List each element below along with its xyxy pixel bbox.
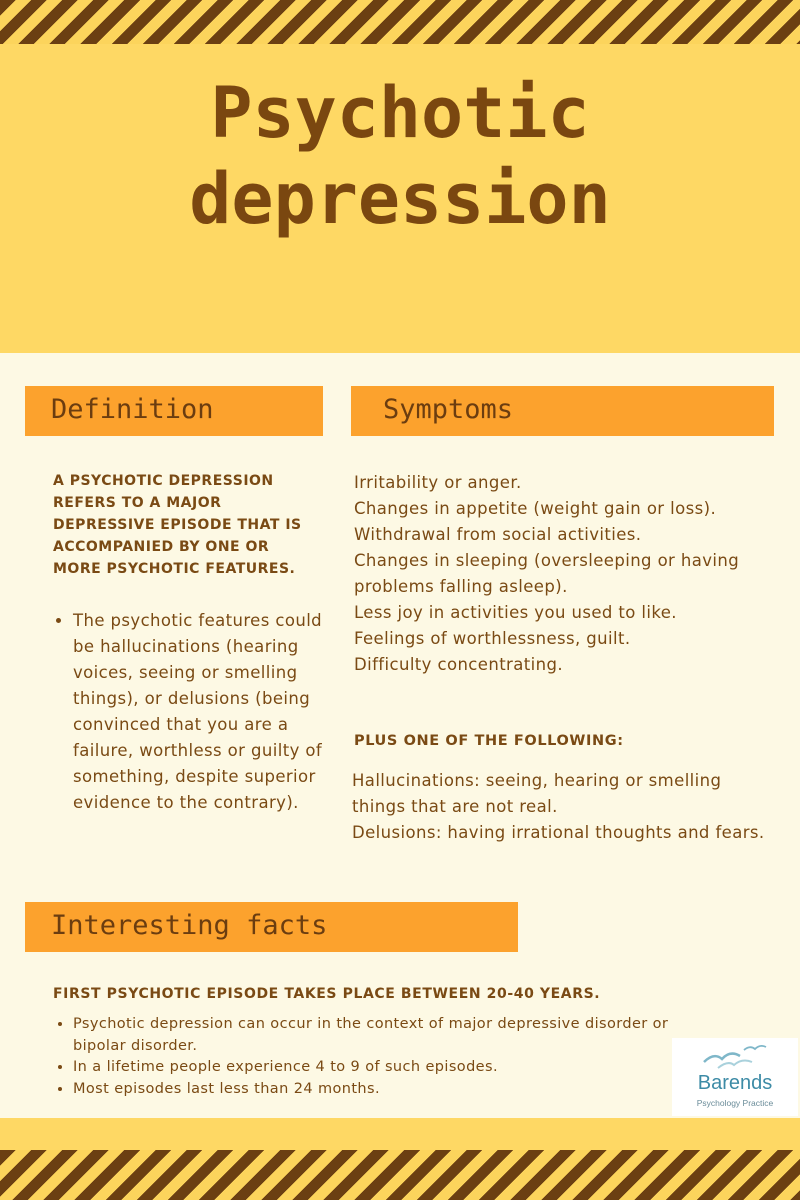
definition-list (53, 608, 343, 816)
list-item: • The psychotic features could be hallucinations (hearing voices, seeing or smelling things), or delusions (being convinced that you are a failure, worthless or guilty of something, despite superior evidence to the contrary). (73, 608, 343, 816)
psychotic-list (352, 768, 772, 846)
title-line-2: depression (189, 158, 611, 240)
list-item: Irritability or anger. (354, 473, 522, 492)
facts-lead: FIRST PSYCHOTIC EPISODE TAKES PLACE BETWEEN 20-40 YEARS. (53, 986, 601, 1002)
list-item: Delusions: having irrational thoughts and fears. (352, 823, 765, 842)
symptoms-heading: Symptoms (351, 386, 774, 436)
list-item: Changes in appetite (weight gain or loss). (354, 499, 717, 518)
birds-icon (700, 1042, 770, 1072)
logo-subtitle: Psychology Practice (696, 1098, 774, 1108)
symptoms-list (354, 470, 774, 678)
page-title (0, 70, 800, 242)
bottom-stripes (0, 1150, 800, 1200)
definition-heading: Definition (25, 386, 323, 436)
list-item: • Most episodes last less than 24 months. (73, 1079, 683, 1101)
list-item: Feelings of worthlessness, guilt. (354, 629, 631, 648)
list-item: Less joy in activities you used to like. (354, 603, 677, 622)
bottom-band (0, 1118, 800, 1150)
list-item: • In a lifetime people experience 4 to 9 of such episodes. (73, 1057, 683, 1079)
list-item: • Psychotic depression can occur in the context of major depressive disorder or bipolar disorder. (73, 1014, 683, 1057)
list-item: Hallucinations: seeing, hearing or smelling things that are not real. (352, 771, 722, 816)
top-stripes (0, 0, 800, 44)
list-item: Changes in sleeping (oversleeping or having problems falling asleep). (354, 551, 740, 596)
list-item: Withdrawal from social activities. (354, 525, 642, 544)
title-line-1: Psychotic (210, 72, 590, 154)
facts-heading: Interesting facts (25, 902, 518, 952)
logo-name: Barends (697, 1072, 773, 1094)
plus-heading: PLUS ONE OF THE FOLLOWING: (354, 733, 624, 749)
list-item: Difficulty concentrating. (354, 655, 563, 674)
definition-lead: A PSYCHOTIC DEPRESSION REFERS TO A MAJOR DEPRESSIVE EPISODE THAT IS ACCOMPANIED BY ONE OR MORE PSYCHOTIC FEATURES. (53, 473, 302, 577)
barends-logo (672, 1038, 798, 1116)
facts-list (53, 1014, 683, 1100)
